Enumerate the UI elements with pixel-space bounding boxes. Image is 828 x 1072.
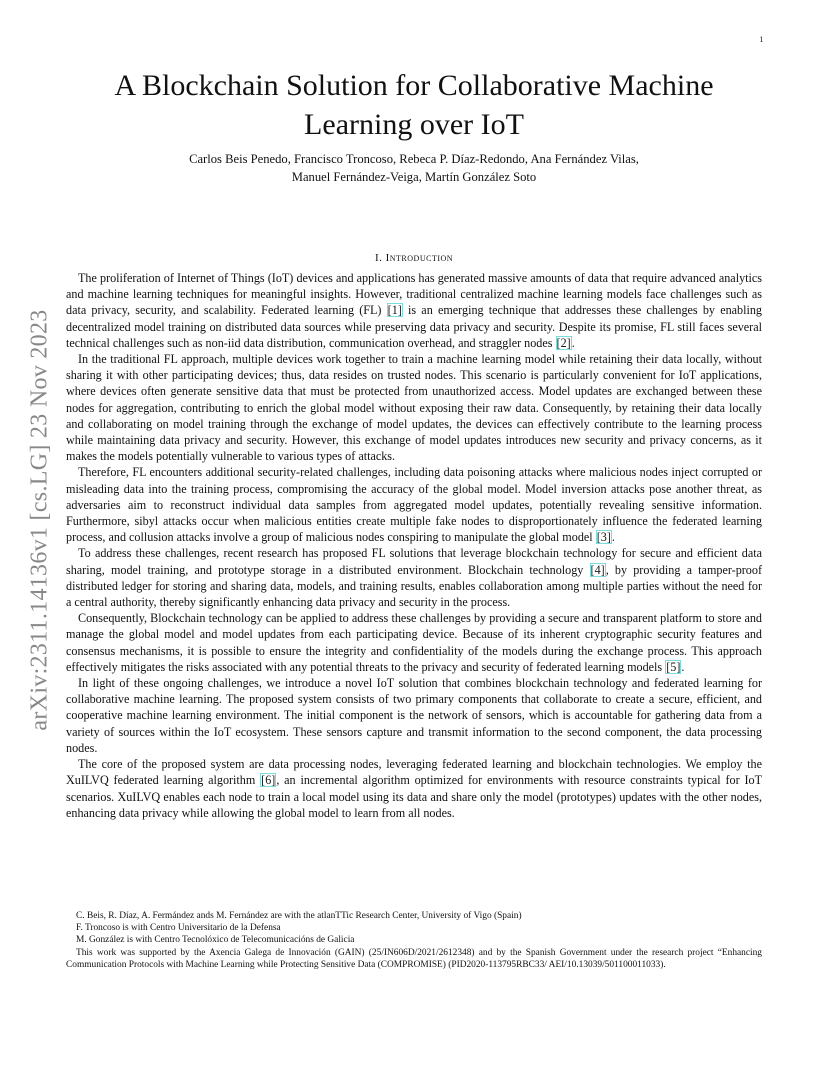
citation-link[interactable]: [5]: [666, 659, 681, 674]
author-line-1: Carlos Beis Penedo, Francisco Troncoso, Rebeca P. Díaz-Redondo, Ana Fernández Vilas,: [189, 152, 639, 166]
footnote-funding: This work was supported by the Axencia Galega de Innovación (GAIN) (25/IN606D/2021/2612348) and by the Spanish Government under the research project “Enhancing Communication Protocols with Machine Learning while Protecting Sensitive Data (COMPROMISE) (PID2020-113795RBC33/ AEI/10.13039/501100011033).: [66, 947, 762, 970]
author-line-2: Manuel Fernández-Veiga, Martín González Soto: [291, 170, 537, 184]
footnote-affiliation-3: M. González is with Centro Tecnolóxico de Telecomunicacións de Galicia: [76, 935, 355, 946]
author-list: [66, 150, 762, 186]
citation-link[interactable]: [3]: [596, 530, 611, 545]
text-run: is an emerging technique that addresses these challenges by enabling decentralized model training on distributed data sources while preserving data privacy and security. Despite its promise, FL still faces several technical challenges such as non-iid data distribution, communication overhead, and straggler nodes: [66, 303, 762, 350]
paragraph-3: [66, 464, 762, 545]
paragraph-7: [66, 756, 762, 821]
paragraph-4: [66, 545, 762, 610]
citation-link[interactable]: [4]: [590, 562, 605, 577]
text-run: The proliferation of Internet of Things (IoT) devices and applications has generated massive amounts of data that require advanced analytics and machine learning techniques for meaningful insights. However, traditional centralized machine learning models face challenges such as data privacy, security, and scalability. Federated learning (FL): [66, 271, 762, 318]
text-run: , an incremental algorithm optimized for environments with resource constraints typical for IoT scenarios. XuILVQ enables each node to train a local model using its data and share only the model (prototypes) updates with the other nodes, enhancing data privacy while allowing the global model to learn from all nodes.: [66, 773, 762, 820]
body-text: [66, 270, 762, 821]
citation-link[interactable]: [6]: [261, 773, 276, 788]
paragraph-6: In light of these ongoing challenges, we introduce a novel IoT solution that combines blockchain technology and federated learning for collaborative machine learning. The proposed system consists of two primary components that collaborate to create a secure, efficient, and cooperative machine learning environment. The initial component is the network of sensors, which is accountable for gathering data from a variety of sources within the IoT ecosystem. These sensors capture and transmit information to the second component, the data processing nodes.: [66, 676, 762, 755]
text-run: , by providing a tamper-proof distributed ledger for storing and sharing data, models, and training results, enables collaboration among multiple parties without the need for a central authority, thereby significantly enhancing data privacy and security in the process.: [66, 562, 762, 610]
section-heading: [66, 252, 762, 264]
paper-title: A Blockchain Solution for Collaborative Machine Learning over IoT: [114, 69, 714, 141]
arxiv-identifier[interactable]: arXiv:2311.14136v1 [cs.LG] 23 Nov 2023: [26, 309, 53, 731]
paragraph-2: In the traditional FL approach, multiple devices work together to train a machine learning model while retaining their data locally, without sharing it with other participating devices; thus, data resides on trusted nodes. This scenario is particularly convenient for IoT applications, where devices often generate sensitive data that must be protected from unauthorized access. Model updates are exchanged between these nodes for aggregation, contributing to enrich the global model without exposing their raw data. Consequently, by retaining their data locally and collaborating on model training through the exchange of model updates, the devices can effectively contribute to the learning process while maintaining data privacy and security. However, this exchange of model updates introduces new security and privacy concerns, as it makes the models potentially vulnerable to various types of attacks.: [66, 352, 762, 464]
text-run: The core of the proposed system are data processing nodes, leveraging federated learning and blockchain technologies. We employ the XuILVQ federated learning algorithm: [66, 757, 762, 788]
section-number: I.: [374, 252, 383, 264]
arxiv-watermark: [10, 280, 70, 760]
citation-link[interactable]: [2]: [556, 335, 571, 350]
text-run: .: [681, 659, 685, 674]
footnote-affiliation-1: C. Beis, R. Díaz, A. Fermández ands M. Fernández are with the atlanTTic Research Center, University of Vigo (Spain): [76, 911, 522, 921]
page-number: 1: [759, 35, 764, 44]
text-run: Consequently, Blockchain technology can be applied to address these challenges by providing a secure and transparent platform to store and manage the global model and model updates from each participating device. Because of its inherent cryptographic security features and consensus mechanisms, it is possible to ensure the integrity and confidentiality of the models during the exchange process. This approach effectively mitigates the risks associated with any potential threats to the privacy and security of federated learning models: [66, 611, 762, 674]
citation-link[interactable]: [1]: [387, 303, 402, 318]
footnotes: [66, 910, 762, 971]
text-run: To address these challenges, recent research has proposed FL solutions that leverage blockchain technology for secure and efficient data sharing, model training, and prototype storage in a distributed environment. Blockchain technology: [66, 546, 762, 577]
text-run: Therefore, FL encounters additional security-related challenges, including data poisoning attacks where malicious nodes inject corrupted or misleading data into the training process, compromising the accuracy of the global model. Model inversion attacks pose another threat, as adversaries aim to reconstruct individual data samples from aggregated model updates, potentially revealing sensitive information. Furthermore, sibyl attacks occur when malicious entities create multiple fake nodes to disproportionately influence the federated learning process, and collusion attacks involve a group of malicious nodes conspiring to manipulate the global model: [66, 465, 762, 545]
section-title: Introduction: [385, 252, 454, 264]
paragraph-5: [66, 610, 762, 675]
footnote-affiliation-2: F. Troncoso is with Centro Universitario de la Defensa: [76, 923, 281, 934]
text-run: .: [611, 530, 615, 545]
text-run: .: [571, 335, 575, 350]
paragraph-1: [66, 270, 762, 351]
